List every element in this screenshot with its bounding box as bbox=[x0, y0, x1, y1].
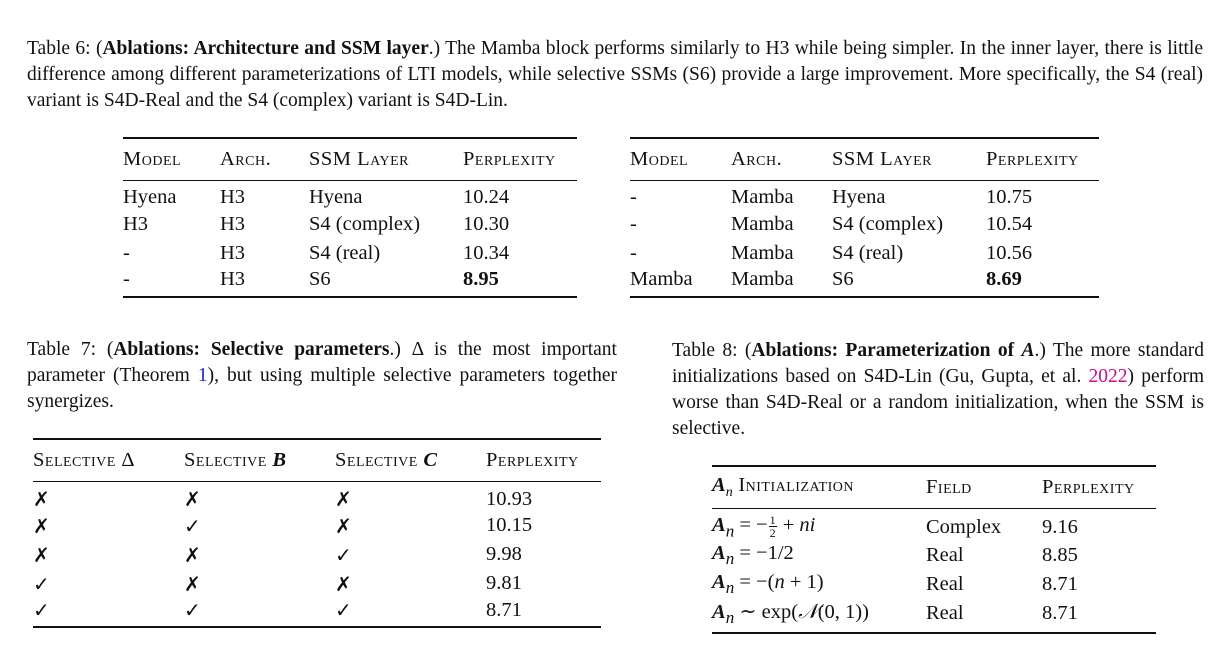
table-row bbox=[630, 268, 1099, 297]
header-selective-b-var: B bbox=[272, 449, 287, 471]
cell-arch: Mamba bbox=[731, 268, 794, 290]
table6-left bbox=[123, 137, 577, 298]
header-arch: Arch. bbox=[731, 148, 783, 170]
cell-perplexity: 8.71 bbox=[486, 598, 522, 621]
cell-model: Mamba bbox=[630, 268, 693, 290]
cell-perplexity: 8.71 bbox=[1042, 602, 1078, 625]
table8-caption-label: Table 8: ( bbox=[672, 340, 752, 361]
cell-perplexity: 8.85 bbox=[1042, 544, 1078, 567]
table8-caption bbox=[672, 338, 1204, 442]
header-arch: Arch. bbox=[220, 148, 272, 170]
table8-caption-text: .) The more standard initializations based on S4D-Lin (Gu, Gupta, et al. bbox=[672, 340, 1204, 387]
cell-perplexity-best: 8.95 bbox=[463, 268, 499, 290]
cell-arch: H3 bbox=[220, 241, 246, 264]
table-row bbox=[123, 210, 577, 239]
check-mark: ✓ bbox=[33, 571, 50, 596]
header-perplexity: Perplexity bbox=[1042, 476, 1135, 498]
table-row bbox=[33, 511, 601, 540]
header-perplexity: Perplexity bbox=[986, 148, 1079, 170]
cell-field: Real bbox=[926, 544, 964, 567]
table-row bbox=[712, 599, 1156, 633]
check-mark: ✓ bbox=[33, 598, 50, 622]
cell-perplexity: 8.71 bbox=[1042, 573, 1078, 596]
cell-arch: Mamba bbox=[731, 241, 794, 264]
cell-ssm-layer: S4 (complex) bbox=[309, 212, 421, 235]
cell-perplexity: 10.75 bbox=[986, 186, 1033, 209]
table7-caption-title: Ablations: Selective parameters bbox=[113, 339, 390, 360]
cell-perplexity: 10.54 bbox=[986, 212, 1033, 235]
cell-model: Hyena bbox=[123, 186, 177, 209]
cell-perplexity: 9.16 bbox=[1042, 516, 1078, 539]
table-row bbox=[630, 239, 1099, 268]
formula-real-linear: $A_n = -(n + 1)$ bbox=[712, 571, 824, 598]
cell-field: Complex bbox=[926, 516, 1002, 539]
check-mark: ✓ bbox=[335, 598, 352, 622]
cell-ssm-layer: Hyena bbox=[309, 186, 363, 209]
table-row bbox=[712, 541, 1156, 570]
table7 bbox=[33, 438, 601, 628]
cell-ssm-layer: S6 bbox=[309, 268, 331, 290]
table8-caption-title: Ablations: Parameterization of bbox=[751, 340, 1022, 361]
header-an-initialization bbox=[712, 466, 926, 509]
cell-perplexity: 10.15 bbox=[486, 514, 533, 536]
cell-perplexity: 10.34 bbox=[463, 241, 510, 264]
cell-ssm-layer: S6 bbox=[832, 268, 854, 290]
cell-ssm-layer: S4 (real) bbox=[309, 241, 381, 264]
cross-mark: ✗ bbox=[33, 513, 50, 538]
table6-caption-text: .) The Mamba block performs similarly to H3 while being simpler. In the inner layer, there is little difference among different parameterizations of LTI models, while selective SSMs (S6) provide a large improvement. More specifically, the S4 (real) variant is S4D-Real and the S4 (complex) variant is S4D-Lin. bbox=[27, 38, 1203, 111]
table7-caption bbox=[27, 337, 617, 415]
cell-ssm-layer: Hyena bbox=[832, 186, 886, 209]
header-selective-delta: Selective Δ bbox=[33, 449, 136, 471]
table8-caption-text-end: ) perform worse than S4D-Real or a random initialization, when the SSM is selective. bbox=[672, 366, 1204, 439]
cell-model: - bbox=[123, 241, 130, 264]
citation-link[interactable]: 2022 bbox=[1088, 366, 1128, 387]
header-ssm-layer: SSM Layer bbox=[832, 148, 933, 170]
cell-perplexity: 9.98 bbox=[486, 543, 522, 565]
header-a-var: A bbox=[712, 473, 726, 496]
cell-arch: H3 bbox=[220, 212, 246, 235]
cell-perplexity: 10.93 bbox=[486, 487, 533, 510]
table7-caption-text-end: ), but using multiple selective parameters together synergizes. bbox=[27, 365, 617, 412]
table-row bbox=[712, 509, 1156, 542]
cell-arch: H3 bbox=[220, 186, 246, 209]
cell-model: - bbox=[630, 186, 637, 209]
check-mark: ✓ bbox=[335, 542, 352, 567]
table-row bbox=[33, 540, 601, 569]
cell-field: Real bbox=[926, 573, 964, 596]
header-perplexity: Perplexity bbox=[486, 449, 579, 471]
table7-caption-text: .) Δ is the most important parameter (Theorem bbox=[27, 339, 617, 386]
header-n-sub: n bbox=[725, 485, 733, 501]
cell-arch: Mamba bbox=[731, 212, 794, 235]
cell-perplexity: 10.24 bbox=[463, 186, 510, 209]
cell-ssm-layer: S4 (complex) bbox=[832, 212, 944, 235]
cell-arch: H3 bbox=[220, 268, 246, 290]
header-field: Field bbox=[926, 476, 972, 498]
header-selective-c bbox=[335, 439, 486, 482]
theorem-reference-link[interactable]: 1 bbox=[197, 365, 208, 386]
table-row bbox=[630, 210, 1099, 239]
cell-model: - bbox=[123, 268, 130, 290]
cell-perplexity-best: 8.69 bbox=[986, 268, 1022, 290]
cross-mark: ✗ bbox=[335, 487, 352, 511]
cell-model: - bbox=[630, 212, 637, 235]
table-row bbox=[630, 181, 1099, 210]
header-model: Model bbox=[630, 148, 689, 170]
cell-ssm-layer: S4 (real) bbox=[832, 241, 904, 264]
header-selective-b-label: Selective bbox=[184, 449, 273, 471]
header-selective-b bbox=[184, 439, 335, 482]
cross-mark: ✗ bbox=[335, 571, 352, 596]
cross-mark: ✗ bbox=[184, 487, 201, 511]
check-mark: ✓ bbox=[184, 513, 201, 538]
cell-perplexity: 10.30 bbox=[463, 212, 510, 235]
formula-real-half: $A_n = -1/2$ bbox=[712, 542, 794, 569]
check-mark: ✓ bbox=[184, 598, 201, 622]
header-selective-c-label: Selective bbox=[335, 449, 424, 471]
table6-caption-label: Table 6: ( bbox=[27, 38, 103, 59]
cross-mark: ✗ bbox=[33, 542, 50, 567]
cross-mark: ✗ bbox=[184, 542, 201, 567]
cell-perplexity: 9.81 bbox=[486, 572, 522, 594]
header-perplexity: Perplexity bbox=[463, 148, 556, 170]
cross-mark: ✗ bbox=[335, 513, 352, 538]
header-model: Model bbox=[123, 148, 182, 170]
cross-mark: ✗ bbox=[184, 571, 201, 596]
table-row bbox=[33, 569, 601, 598]
header-ssm-layer: SSM Layer bbox=[309, 148, 410, 170]
table-row bbox=[123, 181, 577, 210]
table-row bbox=[33, 482, 601, 512]
cross-mark: ✗ bbox=[33, 487, 50, 511]
table8 bbox=[712, 465, 1156, 634]
cell-arch: Mamba bbox=[731, 186, 794, 209]
header-initialization-label: Initialization bbox=[732, 473, 854, 496]
header-selective-c-var: C bbox=[423, 449, 438, 471]
cell-model: H3 bbox=[123, 212, 149, 235]
table8-caption-var: A bbox=[1021, 340, 1035, 361]
table-row bbox=[123, 268, 577, 297]
cell-perplexity: 10.56 bbox=[986, 241, 1033, 264]
cell-model: - bbox=[630, 241, 637, 264]
table6-caption bbox=[27, 36, 1203, 114]
table6-right bbox=[630, 137, 1099, 298]
table-row bbox=[33, 598, 601, 627]
table6-caption-title: Ablations: Architecture and SSM layer bbox=[102, 38, 429, 59]
cell-field: Real bbox=[926, 602, 964, 625]
table-row bbox=[712, 570, 1156, 599]
formula-complex-init: $A_n$ = − $\frac{1}{2}$ + ni bbox=[712, 513, 816, 541]
formula-random-init: $A_n$ ∼ exp(𝒩(0, 1)) bbox=[712, 599, 869, 628]
table7-caption-label: Table 7: ( bbox=[27, 339, 114, 360]
table-row bbox=[123, 239, 577, 268]
